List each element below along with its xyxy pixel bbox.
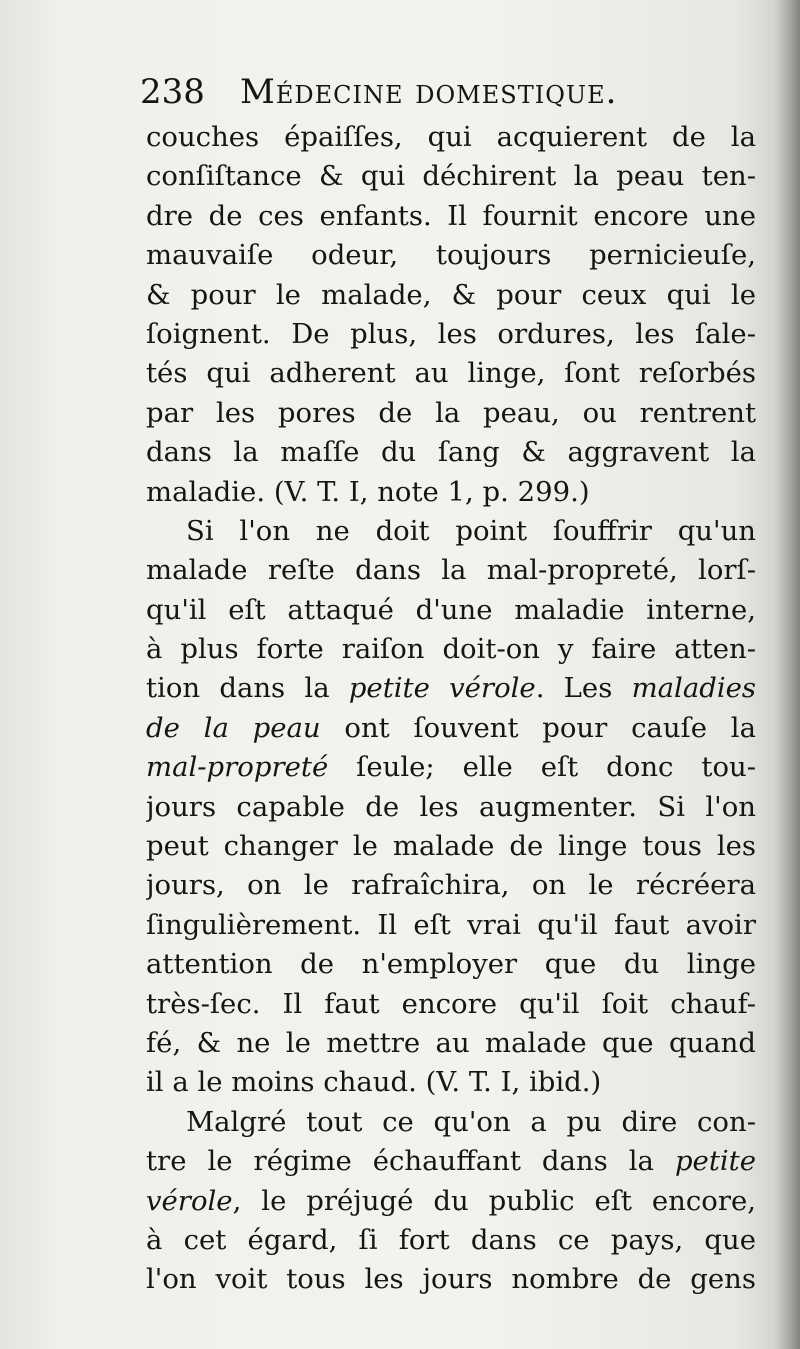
text-line: peut changer le malade de linge tous les — [146, 830, 756, 863]
paragraph-start-line: Malgré tout ce qu'on a pu dire con- — [186, 1105, 756, 1138]
text-line: vérole, le préjugé du public eſt encore, — [146, 1184, 756, 1217]
page-number: 238 — [140, 72, 205, 112]
text-line: dans la maſſe du ſang & aggravent la — [146, 436, 756, 469]
text-line: tre le régime échauffant dans la petite — [146, 1145, 756, 1178]
page-edge-shadow — [774, 0, 800, 1349]
text-line: conſiſtance & qui déchirent la peau ten- — [146, 160, 756, 193]
text-line: jours, on le rafraîchira, on le récréera — [146, 869, 756, 902]
text-line: attention de n'employer que du linge — [146, 948, 756, 981]
body-text — [146, 118, 756, 1300]
text-line: de la peau ont ſouvent pour cauſe la — [146, 711, 756, 744]
paragraph-start-line: Si l'on ne doit point ſouffrir qu'un — [186, 514, 756, 547]
text-line: maladie. (V. T. I, note 1, p. 299.) — [146, 475, 590, 508]
italic-term: maladies — [631, 672, 756, 705]
italic-term: de la peau — [146, 711, 321, 744]
italic-term: vérole — [146, 1184, 233, 1217]
text-line: à plus forte raiſon doit-on y faire atten- — [146, 633, 756, 666]
italic-term: mal-propreté — [146, 751, 329, 784]
text-line: ſingulièrement. Il eſt vrai qu'il faut avoir — [146, 908, 756, 941]
text-line: ſoignent. De plus, les ordures, les ſale- — [146, 317, 756, 350]
text-line: par les pores de la peau, ou rentrent — [146, 396, 756, 429]
text-line: dre de ces enfants. Il fournit encore une — [146, 199, 756, 232]
text-line: tion dans la petite vérole. Les maladies — [146, 672, 756, 705]
italic-term: petite vérole — [348, 672, 536, 705]
text-line: couches épaiſſes, qui acquierent de la — [146, 121, 756, 153]
text-line: malade reſte dans la mal-propreté, lorſ- — [146, 554, 756, 587]
running-title: Médecine domestique. — [240, 72, 618, 112]
text-line: il a le moins chaud. (V. T. I, ibid.) — [146, 1066, 602, 1099]
text-line: & pour le malade, & pour ceux qui le — [146, 278, 756, 311]
text-line: tés qui adherent au linge, ſont reſorbés — [146, 357, 756, 390]
text-line: qu'il eſt attaqué d'une maladie interne, — [146, 593, 756, 626]
text-line: mal-propreté ſeule; elle eſt donc tou- — [146, 751, 756, 784]
text-line: fé, & ne le mettre au malade que quand — [146, 1026, 756, 1059]
text-line: l'on voit tous les jours nombre de gens — [146, 1263, 756, 1296]
page-header — [140, 68, 760, 116]
text-line: à cet égard, ſi fort dans ce pays, que — [146, 1223, 756, 1256]
text-line: très-ſec. Il faut encore qu'il ſoit chauf- — [146, 987, 756, 1020]
text-line: jours capable de les augmenter. Si l'on — [146, 790, 756, 823]
text-line: mauvaiſe odeur, toujours pernicieuſe, — [146, 239, 756, 272]
italic-term: petite — [674, 1145, 756, 1178]
